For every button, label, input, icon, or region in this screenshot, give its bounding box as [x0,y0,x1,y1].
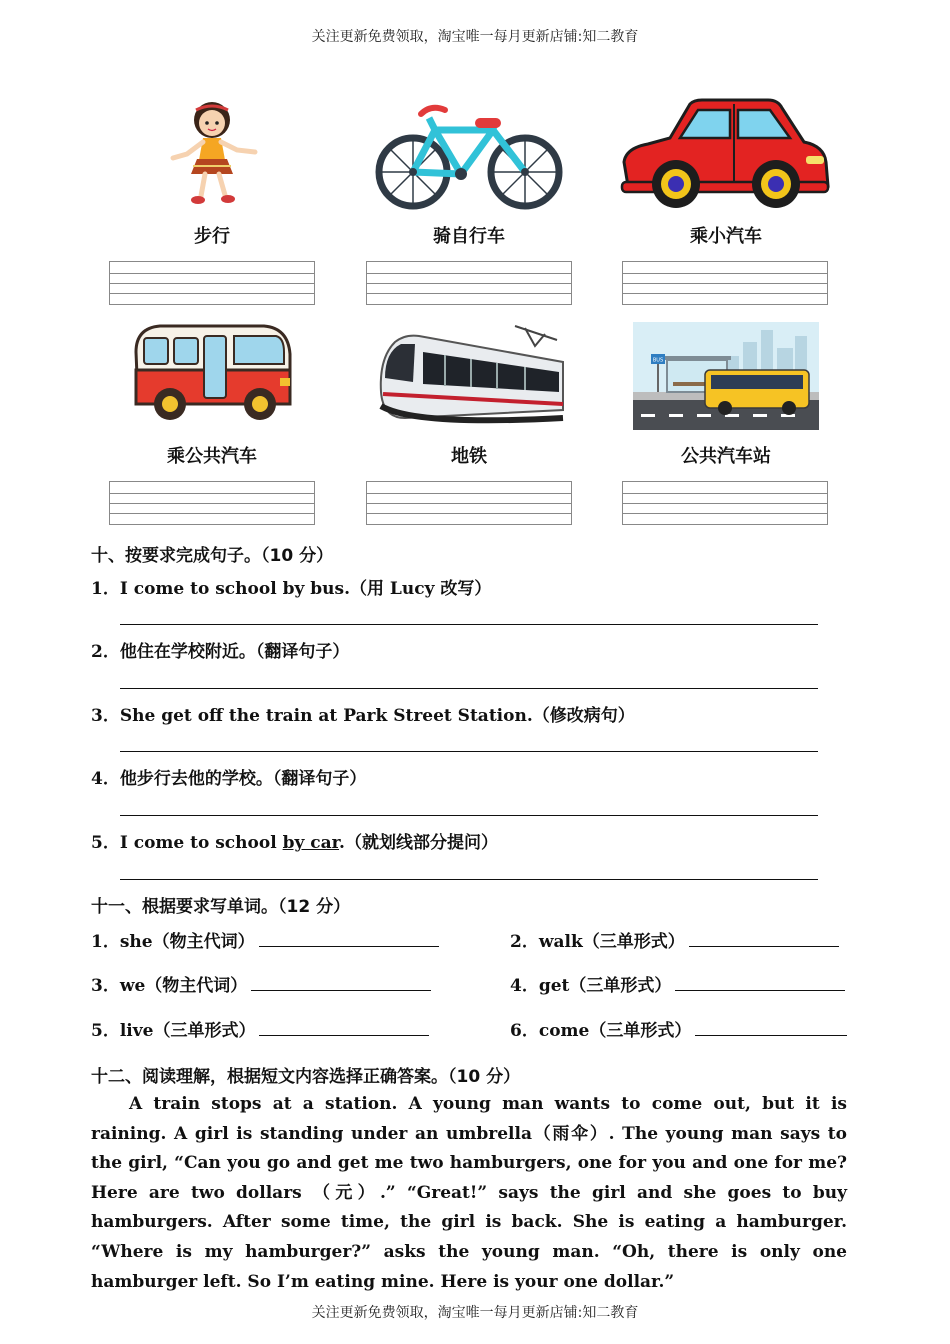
writing-lines-bike[interactable] [366,261,572,305]
bus-stop-sign-text: BUS [652,357,664,364]
caption-walk: 步行 [194,226,230,247]
word-blank-4[interactable] [675,976,845,991]
caption-bike: 骑自行车 [433,226,505,247]
writing-lines-bus-stop[interactable] [622,481,828,525]
word-item-4: 4．get（三单形式） [510,971,845,996]
page-footer: 关注更新免费领取，淘宝唯一每月更新店铺:知二教育 [311,1305,639,1321]
section-10-title: 十、按要求完成句子。（10 分） [91,546,334,566]
caption-bus: 乘公共汽车 [167,446,257,467]
section-12-title: 十二、阅读理解，根据短文内容选择正确答案。（10 分） [91,1067,521,1087]
answer-line-10-3[interactable] [120,751,818,752]
bus-picture [130,322,294,426]
writing-lines-bus[interactable] [109,481,315,525]
caption-subway: 地铁 [451,446,487,467]
answer-line-10-5[interactable] [120,879,818,880]
question-10-1: 1．I come to school by bus.（用 Lucy 改写） [91,579,492,599]
writing-lines-car[interactable] [622,261,828,305]
word-blank-6[interactable] [695,1021,847,1036]
walking-girl-picture [165,96,260,211]
word-item-5: 5．live（三单形式） [91,1016,429,1041]
question-10-5: 5．I come to school by car.（就划线部分提问） [91,833,498,853]
reading-passage: A train stops at a station. A young man wants to come out, but it is raining. A girl is standing under an umbrella（雨伞）. The young man says to the girl, “Can you go and get me two hamburgers, one for you and one for me? Here are two dollars （元）.” “Great!” says the girl and she goes to buy hamburgers. After some time, the girl is back. She is eating a hamburger. “Where is my hamburger?” asks the young man. “Oh, there is only one hamburger left. So I’m eating mine. Here is your one dollar.” [91,1094,847,1292]
word-item-3: 3．we（物主代词） [91,971,431,996]
word-blank-1[interactable] [259,932,439,947]
word-item-6: 6．come（三单形式） [510,1016,847,1041]
word-item-2: 2．walk（三单形式） [510,927,839,952]
subway-picture [375,322,567,428]
answer-line-10-4[interactable] [120,815,818,816]
underlined-phrase: by car [282,833,340,853]
answer-line-10-2[interactable] [120,688,818,689]
answer-line-10-1[interactable] [120,624,818,625]
car-picture [618,98,832,212]
word-item-1: 1．she（物主代词） [91,927,439,952]
page-header: 关注更新免费领取，淘宝唯一每月更新店铺:知二教育 [311,29,639,45]
word-blank-5[interactable] [259,1021,429,1036]
question-10-4: 4．他步行去他的学校。（翻译句子） [91,769,367,789]
question-10-3: 3．She get off the train at Park Street Station.（修改病句） [91,706,635,726]
bus-stop-picture [633,322,819,430]
writing-lines-subway[interactable] [366,481,572,525]
bicycle-picture [373,96,565,214]
word-blank-3[interactable] [251,976,431,991]
caption-bus-stop: 公共汽车站 [681,446,771,467]
word-blank-2[interactable] [689,932,839,947]
section-11-title: 十一、根据要求写单词。（12 分） [91,897,351,917]
caption-car: 乘小汽车 [690,226,762,247]
writing-lines-walk[interactable] [109,261,315,305]
question-10-2: 2．他住在学校附近。（翻译句子） [91,642,350,662]
